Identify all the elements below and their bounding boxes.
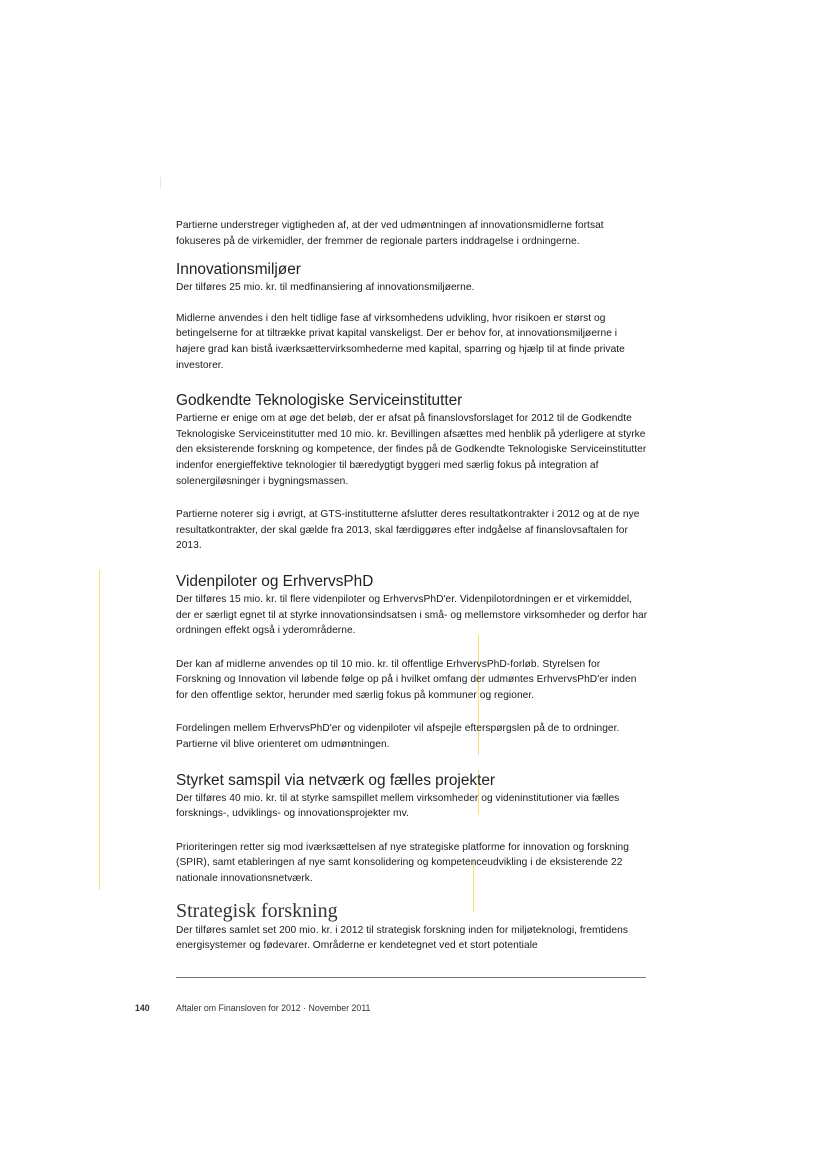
section-heading: Innovationsmiljøer <box>176 261 301 279</box>
paragraph: Der tilføres samlet set 200 mio. kr. i 2012 til strategisk forskning inden for miljøteknologi, fremtidens energisystemer og fødevarer. Områderne er kendetegnet ved et stort potentiale <box>176 924 628 952</box>
paragraph: Prioriteringen retter sig mod iværksættelsen af nye strategiske platforme for innovation og forskning (SPIR), samt etableringen af nye samt konsolidering og kompetenceudvikling i de eksisterende 22 nationale innovationsnetværk. <box>176 841 629 885</box>
footer-divider <box>176 977 646 978</box>
paragraph: Der tilføres 15 mio. kr. til flere videnpiloter og ErhvervsPhD'er. Videnpilotordningen er et virkemiddel, der er særligt egnet til at styrke innovationsindsatsen i små- og mellemstore virksomheder og derfor har ordningen effekt også i yderområderne. <box>176 593 648 637</box>
section-heading: Godkendte Teknologiske Serviceinstitutter <box>176 392 463 410</box>
intro-paragraph: Partierne understreger vigtigheden af, at der ved udmøntningen af innovationsmidlerne fortsat fokuseres på de virkemidler, der fremmer de regionale parters inddragelse i ordningerne. <box>176 220 604 247</box>
section-heading: Videnpiloter og ErhvervsPhD <box>176 572 374 590</box>
section-videnpiloter <box>176 572 648 753</box>
paragraph: Der tilføres 40 mio. kr. til at styrke samspillet mellem virksomheder og videninstitutioner via fælles forsknings-, udviklings- og innovationsprojekter mv. <box>176 792 620 820</box>
section-innovationsmiljoer <box>176 260 648 373</box>
main-heading: Strategisk forskning <box>176 899 338 922</box>
paragraph: Der kan af midlerne anvendes op til 10 mio. kr. til offentlige ErhvervsPhD-forløb. Styrelsen for Forskning og Innovation vil løbende følge op på i hvilket omfang der udmøntes ErhvervsPhD'er inden for den offentlige sektor, herunder med særlig fokus på kommuner og regioner. <box>176 658 637 701</box>
paragraph: Der tilføres 25 mio. kr. til medfinansiering af innovationsmiljøerne. <box>176 282 475 294</box>
paragraph: Midlerne anvendes i den helt tidlige fase af virksomhedens udvikling, hvor risikoen er størst og betingelserne for at tiltrække privat kapital vanskeligst. Der er behov for, at innovationsmiljøerne i højere grad kan bistå iværksættervirksomhederne med kapital, sparring og hjælp til at finde private investorer. <box>176 312 625 371</box>
paragraph: Partierne noterer sig i øvrigt, at GTS-institutterne afslutter deres resultatkontrakter i 2012 og at de nye resultatkontrakter, der skal gælde fra 2013, skal færdiggøres efter indgåelse af finanslovsaftalen for 2013. <box>176 509 640 552</box>
paragraph: Fordelingen mellem ErhvervsPhD'er og videnpiloter vil afspejle efterspørgslen på de to ordninger. Partierne vil blive orienteret om udmøntningen. <box>176 723 620 751</box>
page-number: 140 <box>135 1003 150 1013</box>
page-content <box>176 218 648 972</box>
section-strategisk-forskning <box>176 899 648 954</box>
section-samspil <box>176 771 648 887</box>
paragraph: Partierne er enige om at øge det beløb, der er afsat på finanslovsforslaget for 2012 til de Godkendte Teknologiske Serviceinstitutter med 10 mio. kr. Bevillingen afsættes med henblik på yderligere at styrke den eksisterende forskning og kompetence, der findes på de Godkendte Teknologiske Serviceinstitutter indenfor energieffektive teknologier til bæredygtigt byggeri med særlig fokus på integration af solenergiløsninger i bygningsmassen. <box>176 413 647 487</box>
margin-highlight-line <box>99 570 100 890</box>
scan-speck <box>160 177 161 189</box>
footer-title: Aftaler om Finansloven for 2012 · November 2011 <box>176 1003 371 1013</box>
section-gts <box>176 391 648 554</box>
section-heading: Styrket samspil via netværk og fælles projekter <box>176 771 496 789</box>
